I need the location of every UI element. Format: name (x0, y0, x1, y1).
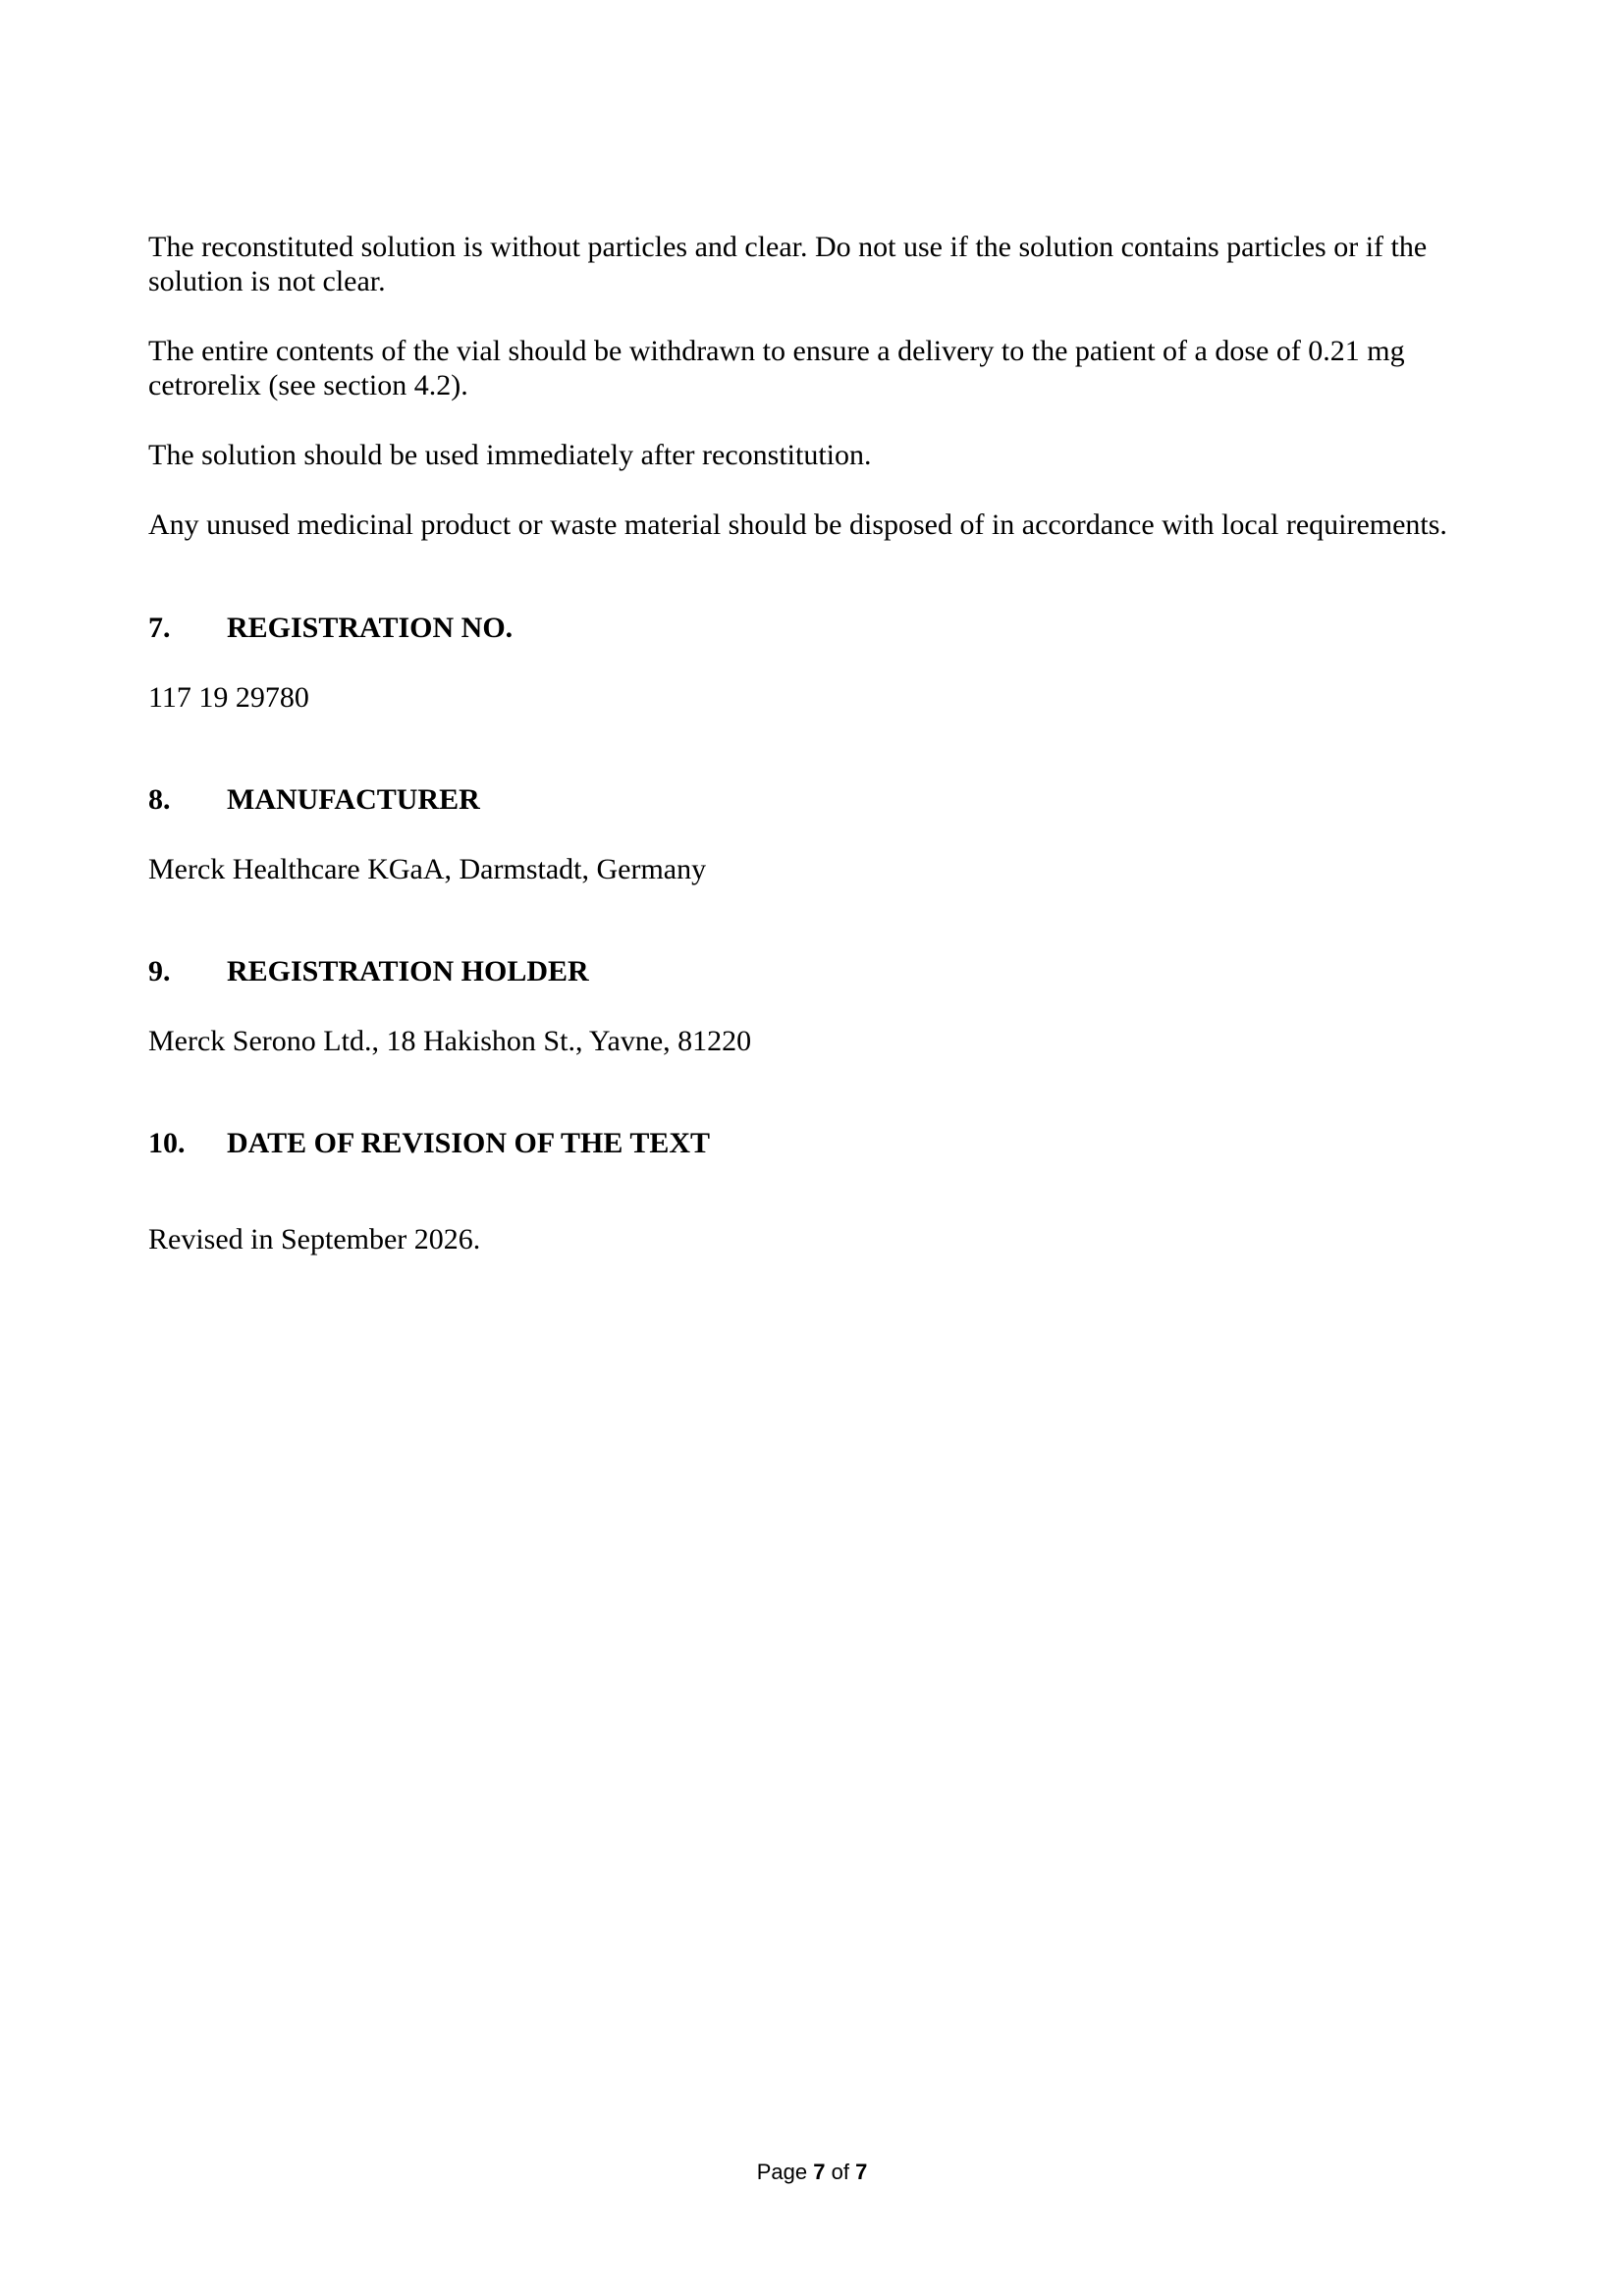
paragraph-use-immediately: The solution should be used immediately after reconstitution. (148, 439, 872, 471)
section-heading-registration-no (148, 611, 1493, 645)
section-number: 9. (148, 955, 171, 988)
revision-date-text: Revised in September 2026. (148, 1223, 481, 1255)
total-page-count: 7 (855, 2160, 868, 2184)
registration-holder-text: Merck Serono Ltd., 18 Hakishon St., Yavne, 81220 (148, 1025, 752, 1057)
page-footer (0, 2160, 1624, 2185)
section-heading-date-of-revision (148, 1126, 1493, 1160)
section-heading-manufacturer (148, 782, 1493, 817)
section-number: 8. (148, 783, 171, 816)
section-title: REGISTRATION NO. (227, 612, 514, 644)
paragraph-vial-contents: The entire contents of the vial should be withdrawn to ensure a delivery to the patient of a dose of 0.21 mg cetrorelix (see section 4.2). (148, 335, 1405, 401)
paragraph-reconstituted-solution: The reconstituted solution is without particles and clear. Do not use if the solution contains particles or if the solution is not clear. (148, 231, 1428, 297)
page-label: Page (756, 2160, 808, 2184)
section-number: 10. (148, 1127, 186, 1159)
section-title: MANUFACTURER (227, 783, 480, 816)
section-title: REGISTRATION HOLDER (227, 955, 589, 988)
manufacturer-text: Merck Healthcare KGaA, Darmstadt, Germany (148, 853, 707, 885)
current-page-number: 7 (813, 2160, 826, 2184)
section-title: DATE OF REVISION OF THE TEXT (227, 1127, 711, 1159)
section-heading-registration-holder (148, 954, 1493, 988)
page-content (148, 230, 1493, 1256)
paragraph-disposal: Any unused medicinal product or waste material should be disposed of in accordance with local requirements. (148, 508, 1447, 541)
page-of-label: of (831, 2160, 849, 2184)
section-number: 7. (148, 612, 171, 644)
registration-number-text: 117 19 29780 (148, 681, 309, 714)
